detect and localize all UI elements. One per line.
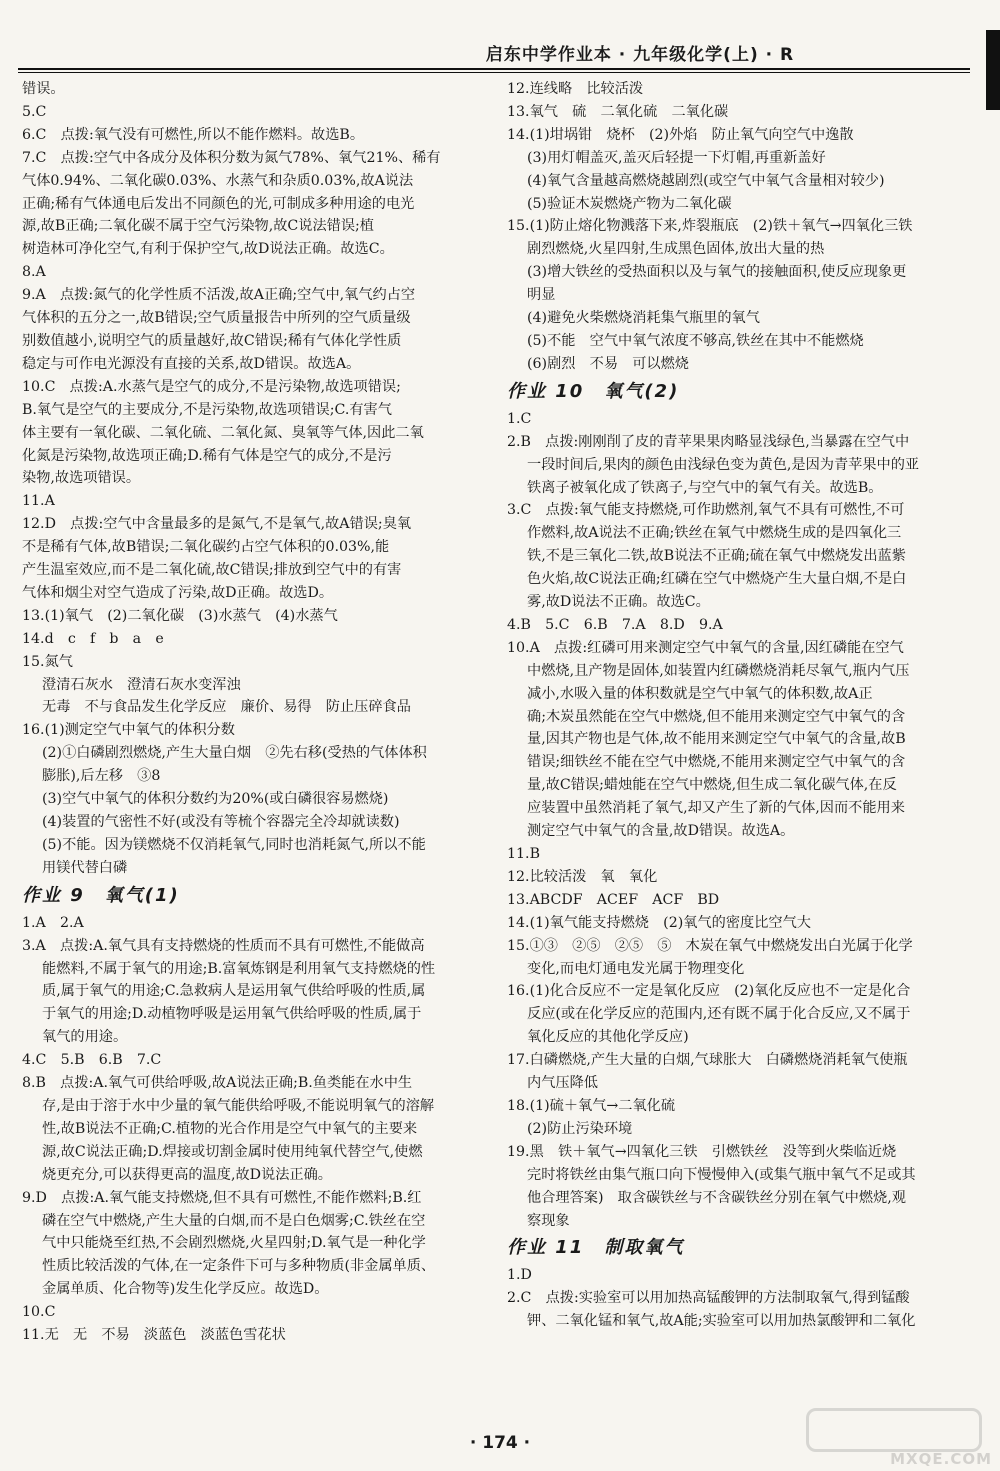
answer-line: 16.(1)化合反应不一定是氧化反应 (2)氧化反应也不一定是化合 <box>507 983 911 1000</box>
answer-line: 14.(1)氧气能支持燃烧 (2)氧气的密度比空气大 <box>507 914 811 931</box>
answer-line: 2.C 点拨:实验室可以用加热高锰酸钾的方法制取氧气,得到锰酸 <box>507 1290 910 1307</box>
answer-line: 15.氮气 <box>22 653 73 670</box>
answer-line: (5)不能 空气中氧气浓度不够高,铁丝在其中不能燃烧 <box>527 332 864 349</box>
answer-line: 膨胀),后左移 ③8 <box>42 768 161 785</box>
answer-line: 氧化反应的其他化学反应) <box>527 1029 689 1046</box>
answer-line: 19.黑 铁＋氧气→四氧化三铁 引燃铁丝 没等到火柴临近烧 <box>507 1143 897 1160</box>
right-column <box>507 78 977 1333</box>
watermark-badge <box>806 1408 982 1452</box>
answer-line: 雾,故D说法不正确。故选C。 <box>527 594 710 611</box>
answer-line: 气中只能烧至红热,不会剧烈燃烧,火星四射;D.氧气是一种化学 <box>42 1235 426 1252</box>
answer-line: 性质比较活泼的气体,在一定条件下可与多种物质(非金属单质、 <box>42 1258 436 1275</box>
answer-line: 错误。 <box>22 81 65 97</box>
answer-line: 10.C 点拨:A.水蒸气是空气的成分,不是污染物,故选项错误; <box>22 378 401 395</box>
answer-line: 应装置中虽然消耗了氧气,却又产生了新的气体,因而不能用来 <box>527 800 905 817</box>
answer-line: 用镁代替白磷 <box>42 859 128 876</box>
answer-line: 质,属于氧气的用途;C.急救病人是运用氧气供给呼吸的性质,属 <box>42 983 426 1000</box>
answer-line: (3)空气中氧气的体积分数约为20%(或白磷很容易燃烧) <box>42 791 389 808</box>
answer-line: 正确;稀有气体通电后发出不同颜色的光,可制成多种用途的电光 <box>22 195 415 212</box>
answer-line: 存,是由于溶于水中少量的氧气能供给呼吸,不能说明氧气的溶解 <box>42 1097 435 1114</box>
answer-line: (5)不能。因为镁燃烧不仅消耗氧气,同时也消耗氮气,所以不能 <box>42 836 426 853</box>
answer-line: 别数值越小,说明空气的质量越好,故C错误;稀有气体化学性质 <box>22 332 402 349</box>
answer-line: 气体积的五分之一,故B错误;空气质量报告中所列的空气质量级 <box>22 310 411 327</box>
header-title: 启东中学作业本 · 九年级化学(上) · R <box>485 45 795 65</box>
answer-line: (3)增大铁丝的受热面积以及与氧气的接触面积,使反应现象更 <box>527 264 907 281</box>
answer-line: 烧更充分,可以获得更高的温度,故D说法正确。 <box>42 1166 332 1183</box>
answer-line: 体主要有一氧化碳、二氧化硫、二氧化氮、臭氧等气体,因此二氧 <box>22 424 424 441</box>
answer-line: 不是稀有气体,故B错误;二氧化碳约占空气体积的0.03%,能 <box>22 539 390 556</box>
answer-line: 他合理答案) 取含碳铁丝与不含碳铁丝分别在氧气中燃烧,观 <box>527 1189 906 1206</box>
answer-line: 气体和烟尘对空气造成了污染,故D正确。故选D。 <box>22 584 334 601</box>
answer-line: 8.A <box>22 264 46 281</box>
answer-line: 澄清石灰水 澄清石灰水变浑浊 <box>42 676 241 693</box>
answer-line: 1.D <box>507 1267 532 1284</box>
answer-line: 1.C <box>507 410 532 427</box>
answer-line: (2)防止污染环境 <box>527 1120 633 1137</box>
answer-line: 减小,水吸入量的体积数就是空气中氧气的体积数,故A正 <box>527 685 873 702</box>
section-heading: 作业 9 氧气(1) <box>22 884 180 906</box>
answer-line: 16.(1)测定空气中氧气的体积分数 <box>22 722 235 739</box>
answer-line: 氧气的用途。 <box>42 1029 128 1046</box>
answer-line: 12.连线略 比较活泼 <box>507 81 644 97</box>
answer-line: 反应(或在化学反应的范围内,还有既不属于化合反应,又不属于 <box>527 1006 911 1023</box>
answer-line: 钾、二氧化锰和氧气,故A能;实验室可以用加热氯酸钾和二氧化 <box>527 1313 916 1330</box>
answer-line: 中燃烧,且产物是固体,如装置内红磷燃烧消耗尽氧气,瓶内气压 <box>527 662 910 679</box>
header-rule <box>18 68 970 73</box>
answer-line: 磷在空气中燃烧,产生大量的白烟,而不是白色烟雾;C.铁丝在空 <box>42 1212 426 1229</box>
answer-line: 剧烈燃烧,火星四射,生成黑色固体,放出大量的热 <box>527 241 825 258</box>
answer-line: 9.A 点拨:氮气的化学性质不活泼,故A正确;空气中,氧气约占空 <box>22 287 416 304</box>
answer-line: 源,故B正确;二氧化碳不属于空气污染物,故C说法错误;植 <box>22 218 374 235</box>
answer-line: 11.无 无 不易 淡蓝色 淡蓝色雪花状 <box>22 1327 286 1344</box>
answer-line: 内气压降低 <box>527 1075 598 1092</box>
answer-line: 14.d c f b a e <box>22 630 164 647</box>
answer-line: 11.A <box>22 493 55 510</box>
answer-line: 8.B 点拨:A.氧气可供给呼吸,故A说法正确;B.鱼类能在水中生 <box>22 1075 413 1092</box>
answer-line: 11.B <box>507 846 540 862</box>
answer-line: 气体0.94%、二氧化碳0.03%、水蒸气和杂质0.03%,故A说法 <box>22 172 414 189</box>
answer-line: 15.(1)防止熔化物溅落下来,炸裂瓶底 (2)铁＋氧气→四氧化三铁 <box>507 218 913 235</box>
answer-line: 12.D 点拨:空气中含量最多的是氮气,不是氧气,故A错误;臭氧 <box>22 516 412 533</box>
answer-line: 产生温室效应,而不是二氧化硫,故C错误;排放到空气中的有害 <box>22 562 402 579</box>
answer-line: (4)装置的气密性不好(或没有等梳个容器完全冷却就读数) <box>42 814 400 830</box>
section-heading: 作业 11 制取氧气 <box>507 1237 685 1259</box>
answer-line: 量,故C错误;蜡烛能在空气中燃烧,但生成二氧化碳气体,在反 <box>527 777 897 794</box>
page-number: · 174 · <box>469 1433 531 1453</box>
answer-line: 一段时间后,果肉的颜色由浅绿色变为黄色,是因为青苹果中的亚 <box>527 456 920 473</box>
answer-line: 染物,故选项错误。 <box>22 470 141 487</box>
answer-line: 7.C 点拨:空气中各成分及体积分数为氮气78%、氧气21%、稀有 <box>22 149 441 166</box>
answer-line: 5.C <box>22 103 47 120</box>
answer-line: 2.B 点拨:刚刚削了皮的青苹果果肉略显浅绿色,当暴露在空气中 <box>507 433 910 450</box>
answer-line: 15.①③ ②⑤ ②⑤ ⑤ 木炭在氧气中燃烧发出白光属于化学 <box>507 937 913 954</box>
answer-line: 于氧气的用途;D.动植物呼吸是运用氧气供给呼吸的性质,属于 <box>42 1006 422 1023</box>
answer-line: 化氮是污染物,故选项正确;D.稀有气体是空气的成分,不是污 <box>22 447 392 464</box>
watermark-text: MXQE.COM <box>890 1450 992 1468</box>
answer-line: 察现象 <box>527 1212 570 1229</box>
page-edge-mark <box>986 30 1000 110</box>
left-column <box>22 78 497 1347</box>
answer-line: 4.C 5.B 6.B 7.C <box>22 1052 162 1069</box>
answer-line: 3.C 点拨:氧气能支持燃烧,可作助燃剂,氧气不具有可燃性,不可 <box>507 502 905 519</box>
answer-line: 树造林可净化空气,有利于保护空气,故D说法正确。故选C。 <box>22 241 394 258</box>
answer-line: B.氧气是空气的主要成分,不是污染物,故选项错误;C.有害气 <box>22 401 392 418</box>
answer-line: 10.C <box>22 1304 56 1321</box>
answer-line: 13.氧气 硫 二氧化硫 二氧化碳 <box>507 103 729 120</box>
answer-line: 12.比较活泼 氧 氧化 <box>507 868 658 885</box>
answer-line: 完时将铁丝由集气瓶口向下慢慢伸入(或集气瓶中氧气不足或其 <box>527 1166 916 1183</box>
answer-line: 10.A 点拨:红磷可用来测定空气中氧气的含量,因红磷能在空气 <box>507 639 904 656</box>
answer-line: 9.D 点拨:A.氧气能支持燃烧,但不具有可燃性,不能作燃料;B.红 <box>22 1189 422 1206</box>
answer-line: 13.ABCDF ACEF ACF BD <box>507 891 720 908</box>
page-header <box>0 40 1000 70</box>
answer-line: 1.A 2.A <box>22 914 84 931</box>
answer-line: 稳定与可作电光源没有直接的关系,故D错误。故选A。 <box>22 355 361 372</box>
answer-line: 13.(1)氧气 (2)二氧化碳 (3)水蒸气 (4)水蒸气 <box>22 607 338 624</box>
answer-line: 14.(1)坩埚钳 烧杯 (2)外焰 防止氧气向空气中逸散 <box>507 126 854 143</box>
answer-line: 源,故C说法正确;D.焊接或切割金属时使用纯氧代替空气,使燃 <box>42 1143 423 1160</box>
answer-line: 6.C 点拨:氧气没有可燃性,所以不能作燃料。故选B。 <box>22 126 365 143</box>
answer-line: 无毒 不与食品发生化学反应 廉价、易得 防止压碎食品 <box>42 699 411 716</box>
answer-line: (4)氧气含量越高燃烧越剧烈(或空气中氧气含量相对较少) <box>527 172 885 189</box>
answer-line: 4.B 5.C 6.B 7.A 8.D 9.A <box>507 616 723 633</box>
answer-line: 金属单质、化合物等)发生化学反应。故选D。 <box>42 1281 329 1298</box>
answer-line: 铁离子被氧化成了铁离子,与空气中的氧气有关。故选B。 <box>527 479 883 496</box>
answer-line: (6)剧烈 不易 可以燃烧 <box>527 355 689 372</box>
answer-line: 3.A 点拨:A.氧气具有支持燃烧的性质而不具有可燃性,不能做高 <box>22 937 425 954</box>
answer-line: 17.白磷燃烧,产生大量的白烟,气球胀大 白磷燃烧消耗氧气使瓶 <box>507 1052 908 1069</box>
answer-line: 色火焰,故C说法正确;红磷在空气中燃烧产生大量白烟,不是白 <box>527 571 907 588</box>
answer-line: 量,因其产物也是气体,故不能用来测定空气中氧气的含量,故B <box>527 731 906 748</box>
watermark-logo <box>802 1408 992 1468</box>
answer-line: 作燃料,故A说法不正确;铁丝在氧气中燃烧生成的是四氧化三 <box>527 525 902 542</box>
answer-line: 铁,不是三氧化二铁,故B说法不正确;硫在氧气中燃烧发出蓝紫 <box>527 548 906 565</box>
answer-line: 18.(1)硫＋氧气→二氧化硫 <box>507 1097 676 1114</box>
answer-line: (3)用灯帽盖灭,盖灭后轻提一下灯帽,再重新盖好 <box>527 149 826 166</box>
answer-line: 错误;细铁丝不能在空气中燃烧,不能用来测定空气中氧气的含 <box>527 754 906 771</box>
answer-line: 确;木炭虽然能在空气中燃烧,但不能用来测定空气中氧气的含 <box>527 708 906 725</box>
answer-line: 测定空气中氧气的含量,故D错误。故选A。 <box>527 823 795 840</box>
answer-line: 变化,而电灯通电发光属于物理变化 <box>527 960 745 977</box>
answer-line: (4)避免火柴燃烧消耗集气瓶里的氧气 <box>527 310 760 327</box>
answer-line: (5)验证木炭燃烧产物为二氧化碳 <box>527 195 732 212</box>
answer-line: 能燃料,不属于氧气的用途;B.富氧炼钢是利用氧气支持燃烧的性 <box>42 960 436 977</box>
section-heading: 作业 10 氧气(2) <box>507 380 680 402</box>
answer-line: 明显 <box>527 287 556 304</box>
answer-line: (2)①白磷剧烈燃烧,产生大量白烟 ②先右移(受热的气体体积 <box>42 745 427 762</box>
answer-line: 性,故B说法不正确;C.植物的光合作用是空气中氧气的主要来 <box>42 1120 418 1137</box>
